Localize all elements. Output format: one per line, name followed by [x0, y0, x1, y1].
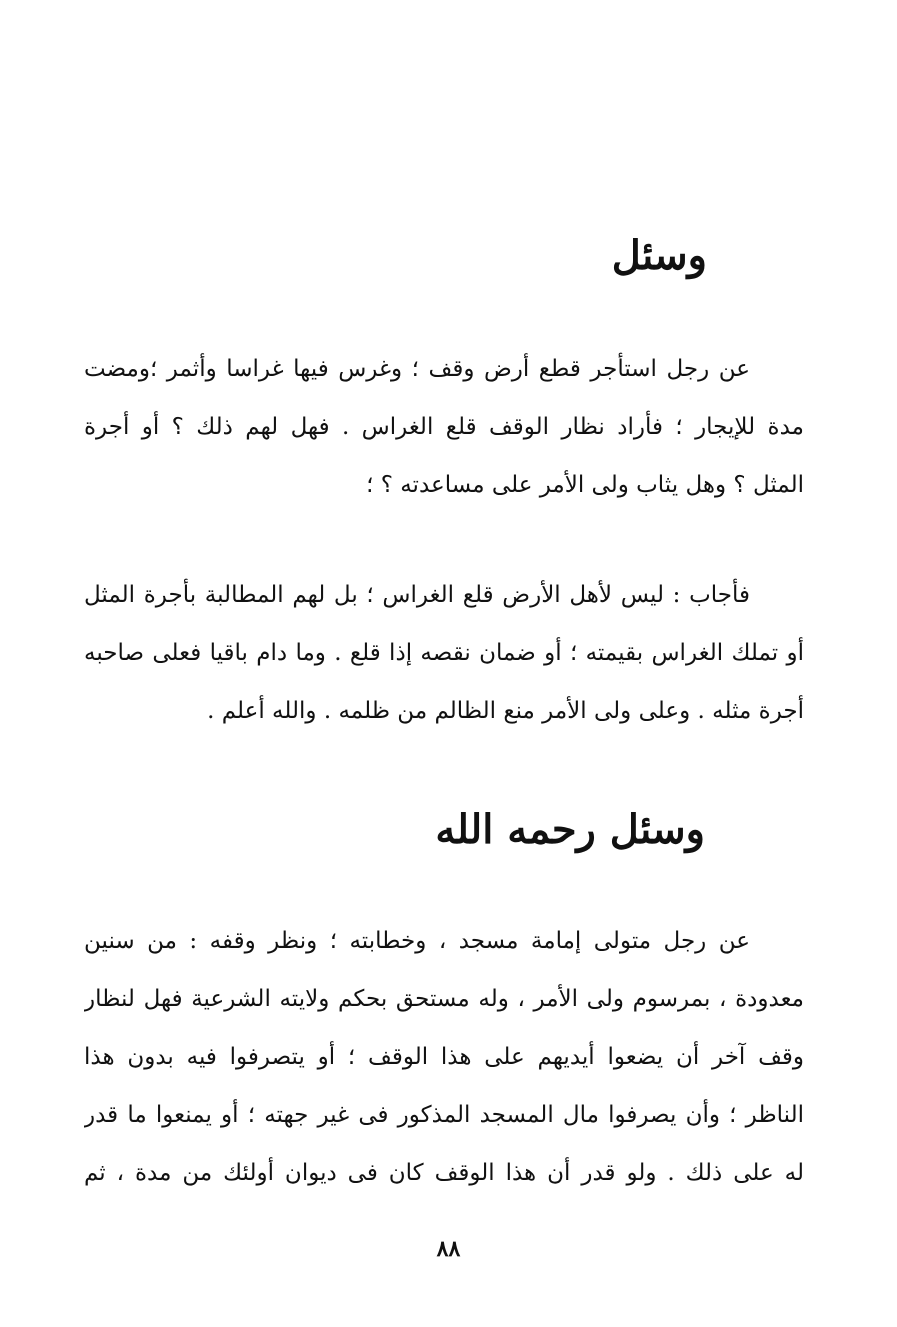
text-line: له على ذلك . ولو قدر أن هذا الوقف كان فى ديوان أولئك من مدة ، ثم	[84, 1160, 804, 1186]
text-line: المثل ؟ وهل يثاب ولى الأمر على مساعدته ؟ ؛	[366, 472, 804, 498]
text-line: الناظر ؛ وأن يصرفوا مال المسجد المذكور فى غير جهته ؛ أو يمنعوا ما قدر	[84, 1102, 804, 1128]
text-line: عن رجل استأجر قطع أرض وقف ؛ وغرس فيها غراسا وأثمر ؛ومضت	[84, 356, 750, 382]
text-line: وقف آخر أن يضعوا أيديهم على هذا الوقف ؛ أو يتصرفوا فيه بدون هذا	[84, 1044, 804, 1070]
answer-paragraph	[84, 566, 804, 740]
section-heading: وسئل رحمه الله	[435, 806, 705, 853]
text-line: مدة للإيجار ؛ فأراد نظار الوقف قلع الغراس . فهل لهم ذلك ؟ أو أجرة	[84, 414, 804, 440]
text-line: معدودة ، بمرسوم ولى الأمر ، وله مستحق بحكم ولايته الشرعية فهل لنظار	[84, 986, 804, 1012]
question-paragraph	[84, 340, 804, 514]
text-line: فأجاب : ليس لأهل الأرض قلع الغراس ؛ بل لهم المطالبة بأجرة المثل	[84, 582, 750, 608]
text-line: أو تملك الغراس بقيمته ؛ أو ضمان نقصه إذا قلع . وما دام باقيا فعلى صاحبه	[84, 640, 804, 666]
text-line: أجرة مثله . وعلى ولى الأمر منع الظالم من ظلمه . والله أعلم .	[207, 698, 804, 724]
section-heading: وسئل	[611, 232, 707, 279]
question-paragraph	[84, 912, 804, 1202]
page-number: ٨٨	[436, 1236, 461, 1262]
text-line: عن رجل متولى إمامة مسجد ، وخطابته ؛ ونظر وقفه : من سنين	[84, 928, 750, 954]
